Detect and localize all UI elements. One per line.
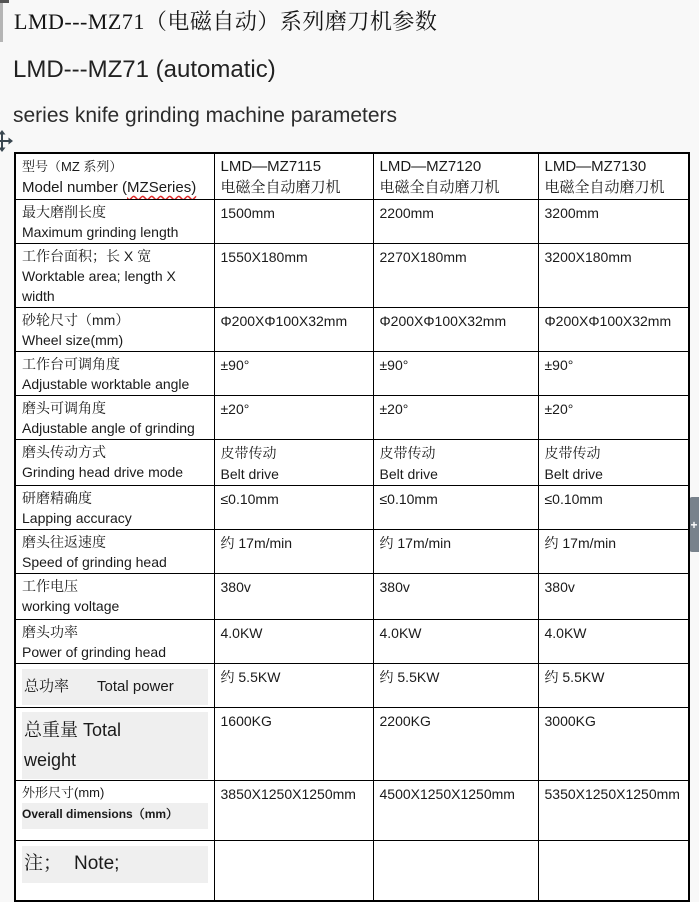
value-cell	[373, 664, 538, 708]
table-row	[15, 486, 689, 530]
cell-value	[545, 843, 683, 844]
table-row	[15, 396, 689, 440]
table-row	[15, 308, 689, 352]
row-label-en: Note;	[74, 853, 120, 874]
value-cell	[373, 396, 538, 440]
value-cell	[214, 574, 373, 620]
value-cell	[214, 200, 373, 244]
row-label-cn: 砂轮尺寸（mm）	[22, 312, 130, 328]
value-cell	[373, 308, 538, 352]
row-label-en: Grinding head drive mode	[22, 464, 184, 480]
row-label-highlighted	[22, 712, 208, 779]
value-cell	[214, 440, 373, 486]
value-cell	[538, 664, 689, 708]
cell-value: 4.0KW	[379, 625, 422, 641]
row-label-cell	[15, 486, 214, 530]
row-label-cn: 研磨精确度	[22, 490, 92, 506]
table-row	[15, 664, 689, 708]
table-row	[15, 574, 689, 620]
table-row	[15, 781, 689, 841]
plus-icon: +	[690, 517, 698, 532]
model-name: LMD—MZ7115	[220, 158, 322, 175]
row-label-en: Adjustable angle of grinding	[22, 420, 195, 436]
row-label-cn: 工作台面积；长 X 宽	[22, 248, 152, 264]
table-header-row	[15, 153, 689, 200]
model-subtitle: 电磁全自动磨刀机	[220, 179, 341, 196]
model-name: LMD—MZ7130	[544, 158, 647, 175]
table-row	[15, 530, 689, 574]
row-label-cn: 磨头功率	[22, 624, 78, 640]
table-row	[15, 841, 689, 901]
value-cell	[538, 574, 689, 620]
cell-value-cn: 皮带传动	[544, 445, 601, 461]
cell-value: 1550X180mm	[220, 249, 308, 265]
row-label-cell	[15, 708, 214, 781]
row-label-en: Wheel size(mm)	[22, 332, 124, 348]
cell-value: ±20°	[220, 401, 250, 417]
table-row	[15, 352, 689, 396]
row-label-cell	[15, 352, 214, 396]
cell-value: Φ200XΦ100X32mm	[220, 313, 348, 329]
row-label-cell	[15, 574, 214, 620]
table-move-handle-icon[interactable]	[0, 130, 13, 152]
value-cell	[214, 530, 373, 574]
row-label-cn: 磨头往返速度	[22, 534, 106, 550]
value-cell	[214, 244, 373, 308]
cell-value	[380, 843, 532, 844]
page-subtitle-english: series knife grinding machine parameters	[13, 104, 398, 127]
cell-value-en: Belt drive	[379, 466, 438, 482]
cell-value: ±90°	[379, 357, 409, 373]
value-cell	[538, 440, 689, 486]
value-cell	[538, 530, 689, 574]
value-cell	[214, 352, 373, 396]
row-label-cn: 注；	[24, 853, 63, 874]
value-cell	[214, 781, 373, 841]
row-label-cn: 工作电压	[22, 578, 78, 594]
value-cell	[538, 200, 689, 244]
value-cell	[373, 620, 538, 664]
value-cell	[214, 708, 373, 781]
row-label-line2: weight	[24, 750, 77, 770]
table-row	[15, 200, 689, 244]
cell-value: 约 5.5KW	[544, 669, 605, 685]
scrollbar-plus-button[interactable]	[689, 497, 699, 552]
value-cell	[373, 200, 538, 244]
row-label-en: Power of grinding head	[22, 644, 166, 660]
model-subtitle: 电磁全自动磨刀机	[544, 179, 665, 196]
value-cell	[538, 781, 689, 841]
cell-value: ≤0.10mm	[379, 491, 438, 507]
scrollbar-remnant-strip	[0, 3, 3, 42]
header-label-en-pre: Model number (	[22, 179, 128, 196]
header-label-en-misspelled: MZSeries)	[127, 179, 197, 196]
cell-value: ±90°	[220, 357, 250, 373]
model-subtitle: 电磁全自动磨刀机	[379, 179, 500, 196]
cell-value: 4.0KW	[544, 625, 587, 641]
cell-value-cn: 皮带传动	[379, 445, 436, 461]
cell-value: 约 17m/min	[544, 535, 617, 551]
model-name: LMD—MZ7120	[379, 158, 482, 175]
row-label-en: Total power	[97, 678, 174, 695]
spec-table	[14, 152, 690, 902]
row-label-cn: 磨头可调角度	[22, 400, 106, 416]
row-label-cell	[15, 530, 214, 574]
cell-value: 约 17m/min	[379, 535, 452, 551]
cell-value: ≤0.10mm	[220, 491, 279, 507]
cell-value: 5350X1250X1250mm	[544, 786, 680, 802]
cell-value: 约 17m/min	[220, 535, 293, 551]
cell-value-en: Belt drive	[544, 466, 603, 482]
row-label-en: Maximum grinding length	[22, 224, 179, 240]
value-cell	[373, 574, 538, 620]
row-label-cn: 磨头传动方式	[22, 444, 106, 460]
cell-value: 3200mm	[544, 205, 599, 221]
table-row	[15, 244, 689, 308]
value-cell	[538, 244, 689, 308]
cell-value: 380v	[220, 579, 251, 595]
table-row	[15, 440, 689, 486]
row-label-cn: 工作台可调角度	[22, 356, 120, 372]
value-cell	[538, 308, 689, 352]
row-label-highlighted	[22, 669, 208, 705]
header-model-cell	[373, 153, 538, 200]
row-label-cell	[15, 244, 214, 308]
value-cell	[214, 308, 373, 352]
value-cell	[214, 841, 373, 901]
row-label-en: Worktable area; length X width	[22, 268, 176, 304]
cell-value: ≤0.10mm	[544, 491, 603, 507]
row-label-en: working voltage	[22, 598, 120, 614]
row-label-cell	[15, 200, 214, 244]
cell-value: 1500mm	[220, 205, 275, 221]
header-label-cell	[15, 153, 214, 200]
cell-value: 2270X180mm	[379, 249, 467, 265]
cell-value: 4500X1250X1250mm	[379, 786, 515, 802]
row-label-cell	[15, 396, 214, 440]
cell-value: 约 5.5KW	[379, 669, 440, 685]
value-cell	[373, 530, 538, 574]
row-label-cn: 最大磨削长度	[22, 204, 106, 220]
value-cell	[214, 486, 373, 530]
move-icon	[0, 130, 13, 152]
cell-value: 380v	[544, 579, 575, 595]
page-title-english: LMD---MZ71 (automatic)	[13, 56, 276, 83]
cell-value: 3200X180mm	[544, 249, 632, 265]
row-label-en: Overall dimensions（mm）	[22, 803, 208, 829]
cell-value: ±90°	[544, 357, 574, 373]
row-label-cn: 外形尺寸(mm)	[22, 785, 105, 800]
table-row	[15, 708, 689, 781]
value-cell	[538, 708, 689, 781]
row-label-cell	[15, 308, 214, 352]
page-title-chinese: LMD---MZ71（电磁自动）系列磨刀机参数	[14, 9, 438, 34]
row-label-highlighted	[22, 846, 208, 883]
row-label-cell	[15, 781, 214, 841]
row-label-cell	[15, 620, 214, 664]
header-label-cn: 型号（MZ 系列）	[22, 159, 123, 174]
header-model-cell	[538, 153, 689, 200]
row-label-line1: 总重量 Total	[24, 720, 122, 740]
row-label-cn: 总功率	[24, 678, 70, 695]
value-cell	[538, 841, 689, 901]
cell-value: 3850X1250X1250mm	[220, 786, 356, 802]
cell-value	[221, 843, 367, 844]
cell-value: 3000KG	[544, 713, 596, 729]
cell-value: 2200mm	[379, 205, 434, 221]
table-row	[15, 620, 689, 664]
header-label-en	[22, 177, 208, 198]
cell-value: 380v	[379, 579, 410, 595]
cell-value: Φ200XΦ100X32mm	[544, 313, 672, 329]
value-cell	[214, 620, 373, 664]
value-cell	[373, 486, 538, 530]
value-cell	[538, 396, 689, 440]
value-cell	[373, 352, 538, 396]
value-cell	[214, 664, 373, 708]
row-label-en: Lapping accuracy	[22, 510, 132, 526]
row-label-cell	[15, 664, 214, 708]
value-cell	[373, 841, 538, 901]
cell-value: ±20°	[544, 401, 574, 417]
header-model-cell	[214, 153, 373, 200]
cell-value-en: Belt drive	[220, 466, 279, 482]
value-cell	[373, 781, 538, 841]
cell-value: Φ200XΦ100X32mm	[379, 313, 507, 329]
cell-value: ±20°	[379, 401, 409, 417]
cell-value-cn: 皮带传动	[220, 445, 277, 461]
row-label-cell	[15, 440, 214, 486]
value-cell	[538, 620, 689, 664]
row-label-en: Speed of grinding head	[22, 554, 167, 570]
value-cell	[214, 396, 373, 440]
row-label-en: Adjustable worktable angle	[22, 376, 190, 392]
value-cell	[538, 486, 689, 530]
value-cell	[373, 708, 538, 781]
cell-value: 约 5.5KW	[220, 669, 281, 685]
row-label-cell	[15, 841, 214, 901]
cell-value: 4.0KW	[220, 625, 263, 641]
value-cell	[373, 440, 538, 486]
value-cell	[538, 352, 689, 396]
cell-value: 1600KG	[220, 713, 272, 729]
cell-value: 2200KG	[379, 713, 431, 729]
value-cell	[373, 244, 538, 308]
